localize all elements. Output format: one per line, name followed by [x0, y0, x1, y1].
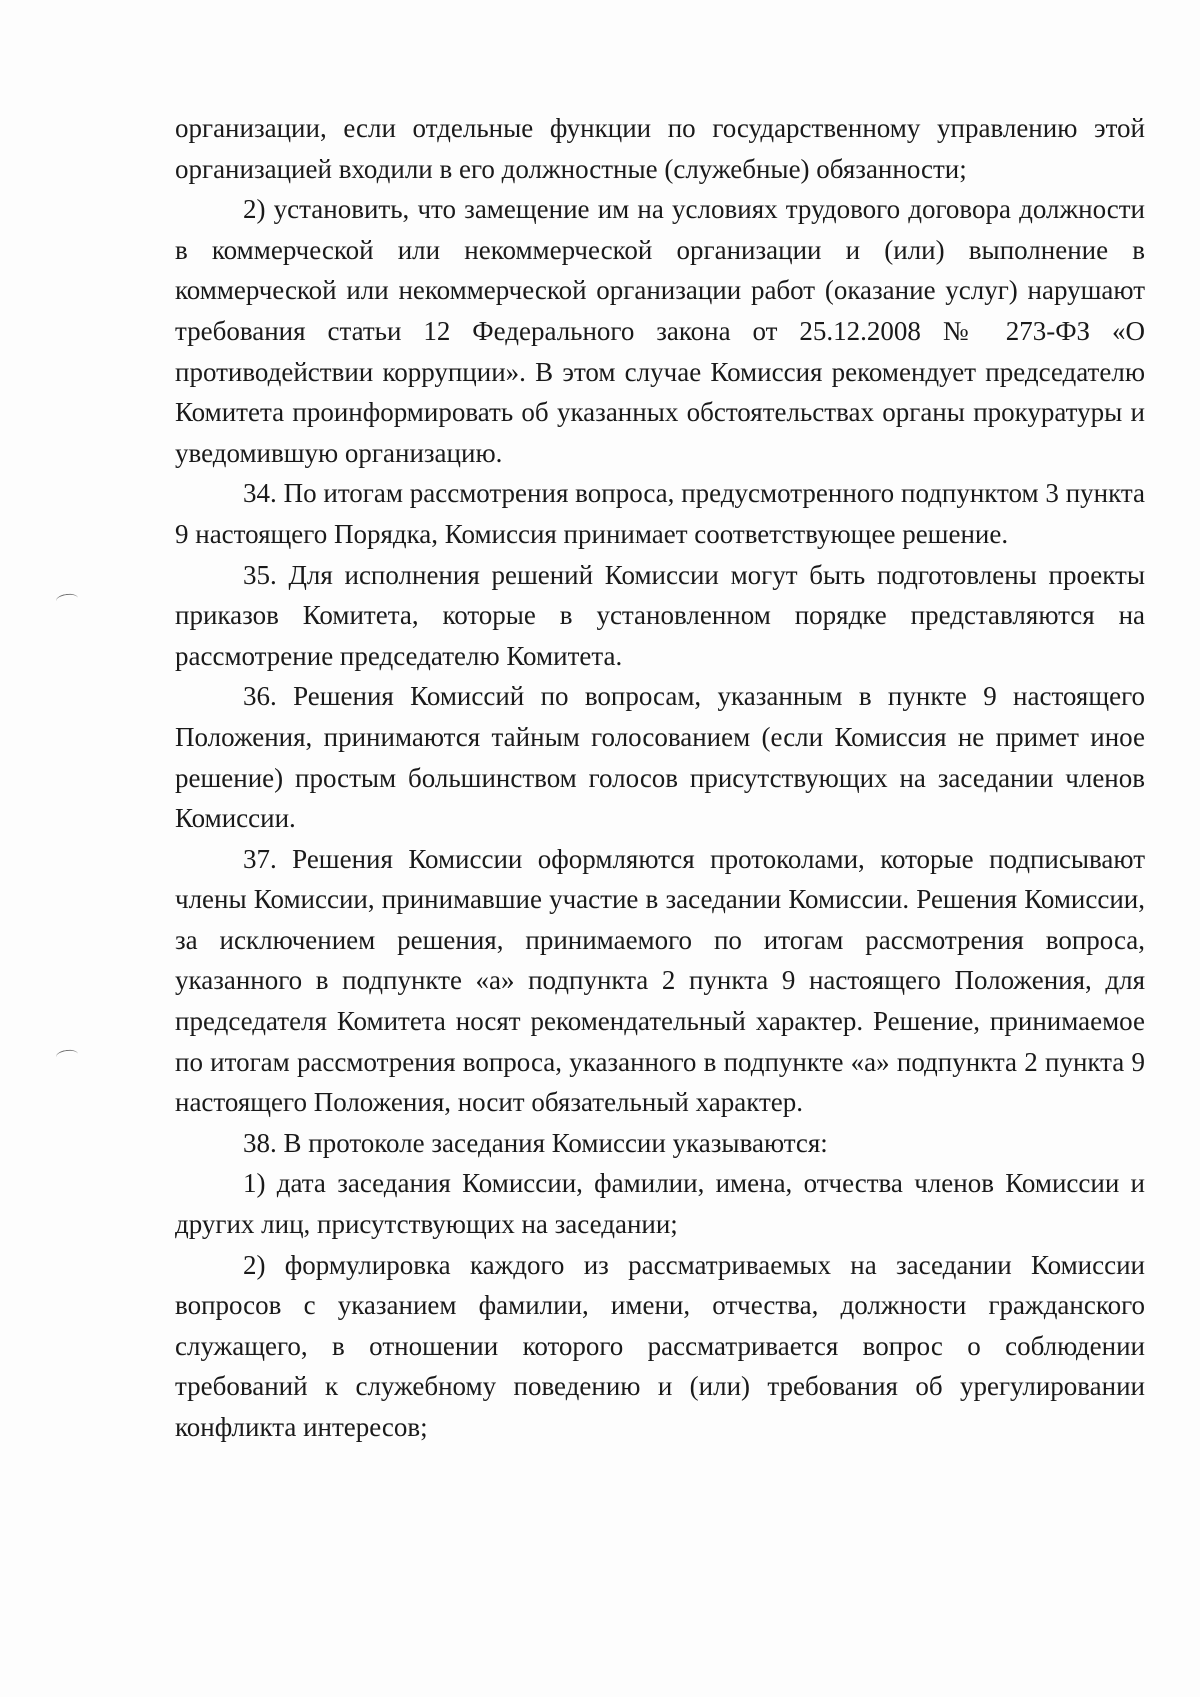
paragraph-35: 35. Для исполнения решений Комиссии могут быть подготовлены проекты приказов Комитета, которые в установленном порядке представляются на рассмотрение председателю Комитета.: [175, 559, 1145, 671]
paragraph-continuation: организации, если отдельные функции по государственному управлению этой организацией входили в его должностные (служебные) обязанности;: [175, 113, 1145, 184]
paragraph-38: 38. В протоколе заседания Комиссии указываются:: [243, 1127, 828, 1158]
document-body: [175, 108, 1145, 1448]
paragraph-37: 37. Решения Комиссии оформляются протоколами, которые подписывают члены Комиссии, принимавшие участие в заседании Комиссии. Решения Комиссии, за исключением решения, принимаемого по итогам рассмотрения вопроса, указанного в подпункте «а» подпункта 2 пункта 9 настоящего Положения, для председателя Комитета носят рекомендательный характер. Решение, принимаемое по итогам рассмотрения вопроса, указанного в подпункте «а» подпункта 2 пункта 9 настоящего Положения, носит обязательный характер.: [175, 843, 1145, 1118]
paragraph-34: 34. По итогам рассмотрения вопроса, предусмотренного подпунктом 3 пункта 9 настоящего Порядка, Комиссия принимает соответствующее решение.: [175, 478, 1145, 549]
paragraph-36: 36. Решения Комиссий по вопросам, указанным в пункте 9 настоящего Положения, принимаются тайным голосованием (если Комиссия не примет иное решение) простым большинством голосов присутствующих на заседании членов Комиссии.: [175, 681, 1145, 834]
paragraph-subitem-2: 2) установить, что замещение им на условиях трудового договора должности в коммерческой или некоммерческой организации и (или) выполнение в коммерческой или некоммерческой организации работ (оказание услуг) нарушают требования статьи 12 Федерального закона от 25.12.2008 № 273-ФЗ «О противодействии коррупции». В этом случае Комиссия рекомендует председателю Комитета проинформировать об указанных обстоятельствах органы прокуратуры и уведомившую организацию.: [175, 194, 1145, 468]
paragraph-38-item-2: 2) формулировка каждого из рассматриваемых на заседании Комиссии вопросов с указанием фамилии, имени, отчества, должности гражданского служащего, в отношении которого рассматривается вопрос о соблюдении требований к служебному поведению и (или) требования об урегулировании конфликта интересов;: [175, 1249, 1145, 1442]
paragraph-38-item-1: 1) дата заседания Комиссии, фамилии, имена, отчества членов Комиссии и других лиц, присутствующих на заседании;: [175, 1168, 1145, 1240]
margin-pencil-mark: [55, 1049, 78, 1063]
margin-pencil-mark: [55, 593, 78, 607]
